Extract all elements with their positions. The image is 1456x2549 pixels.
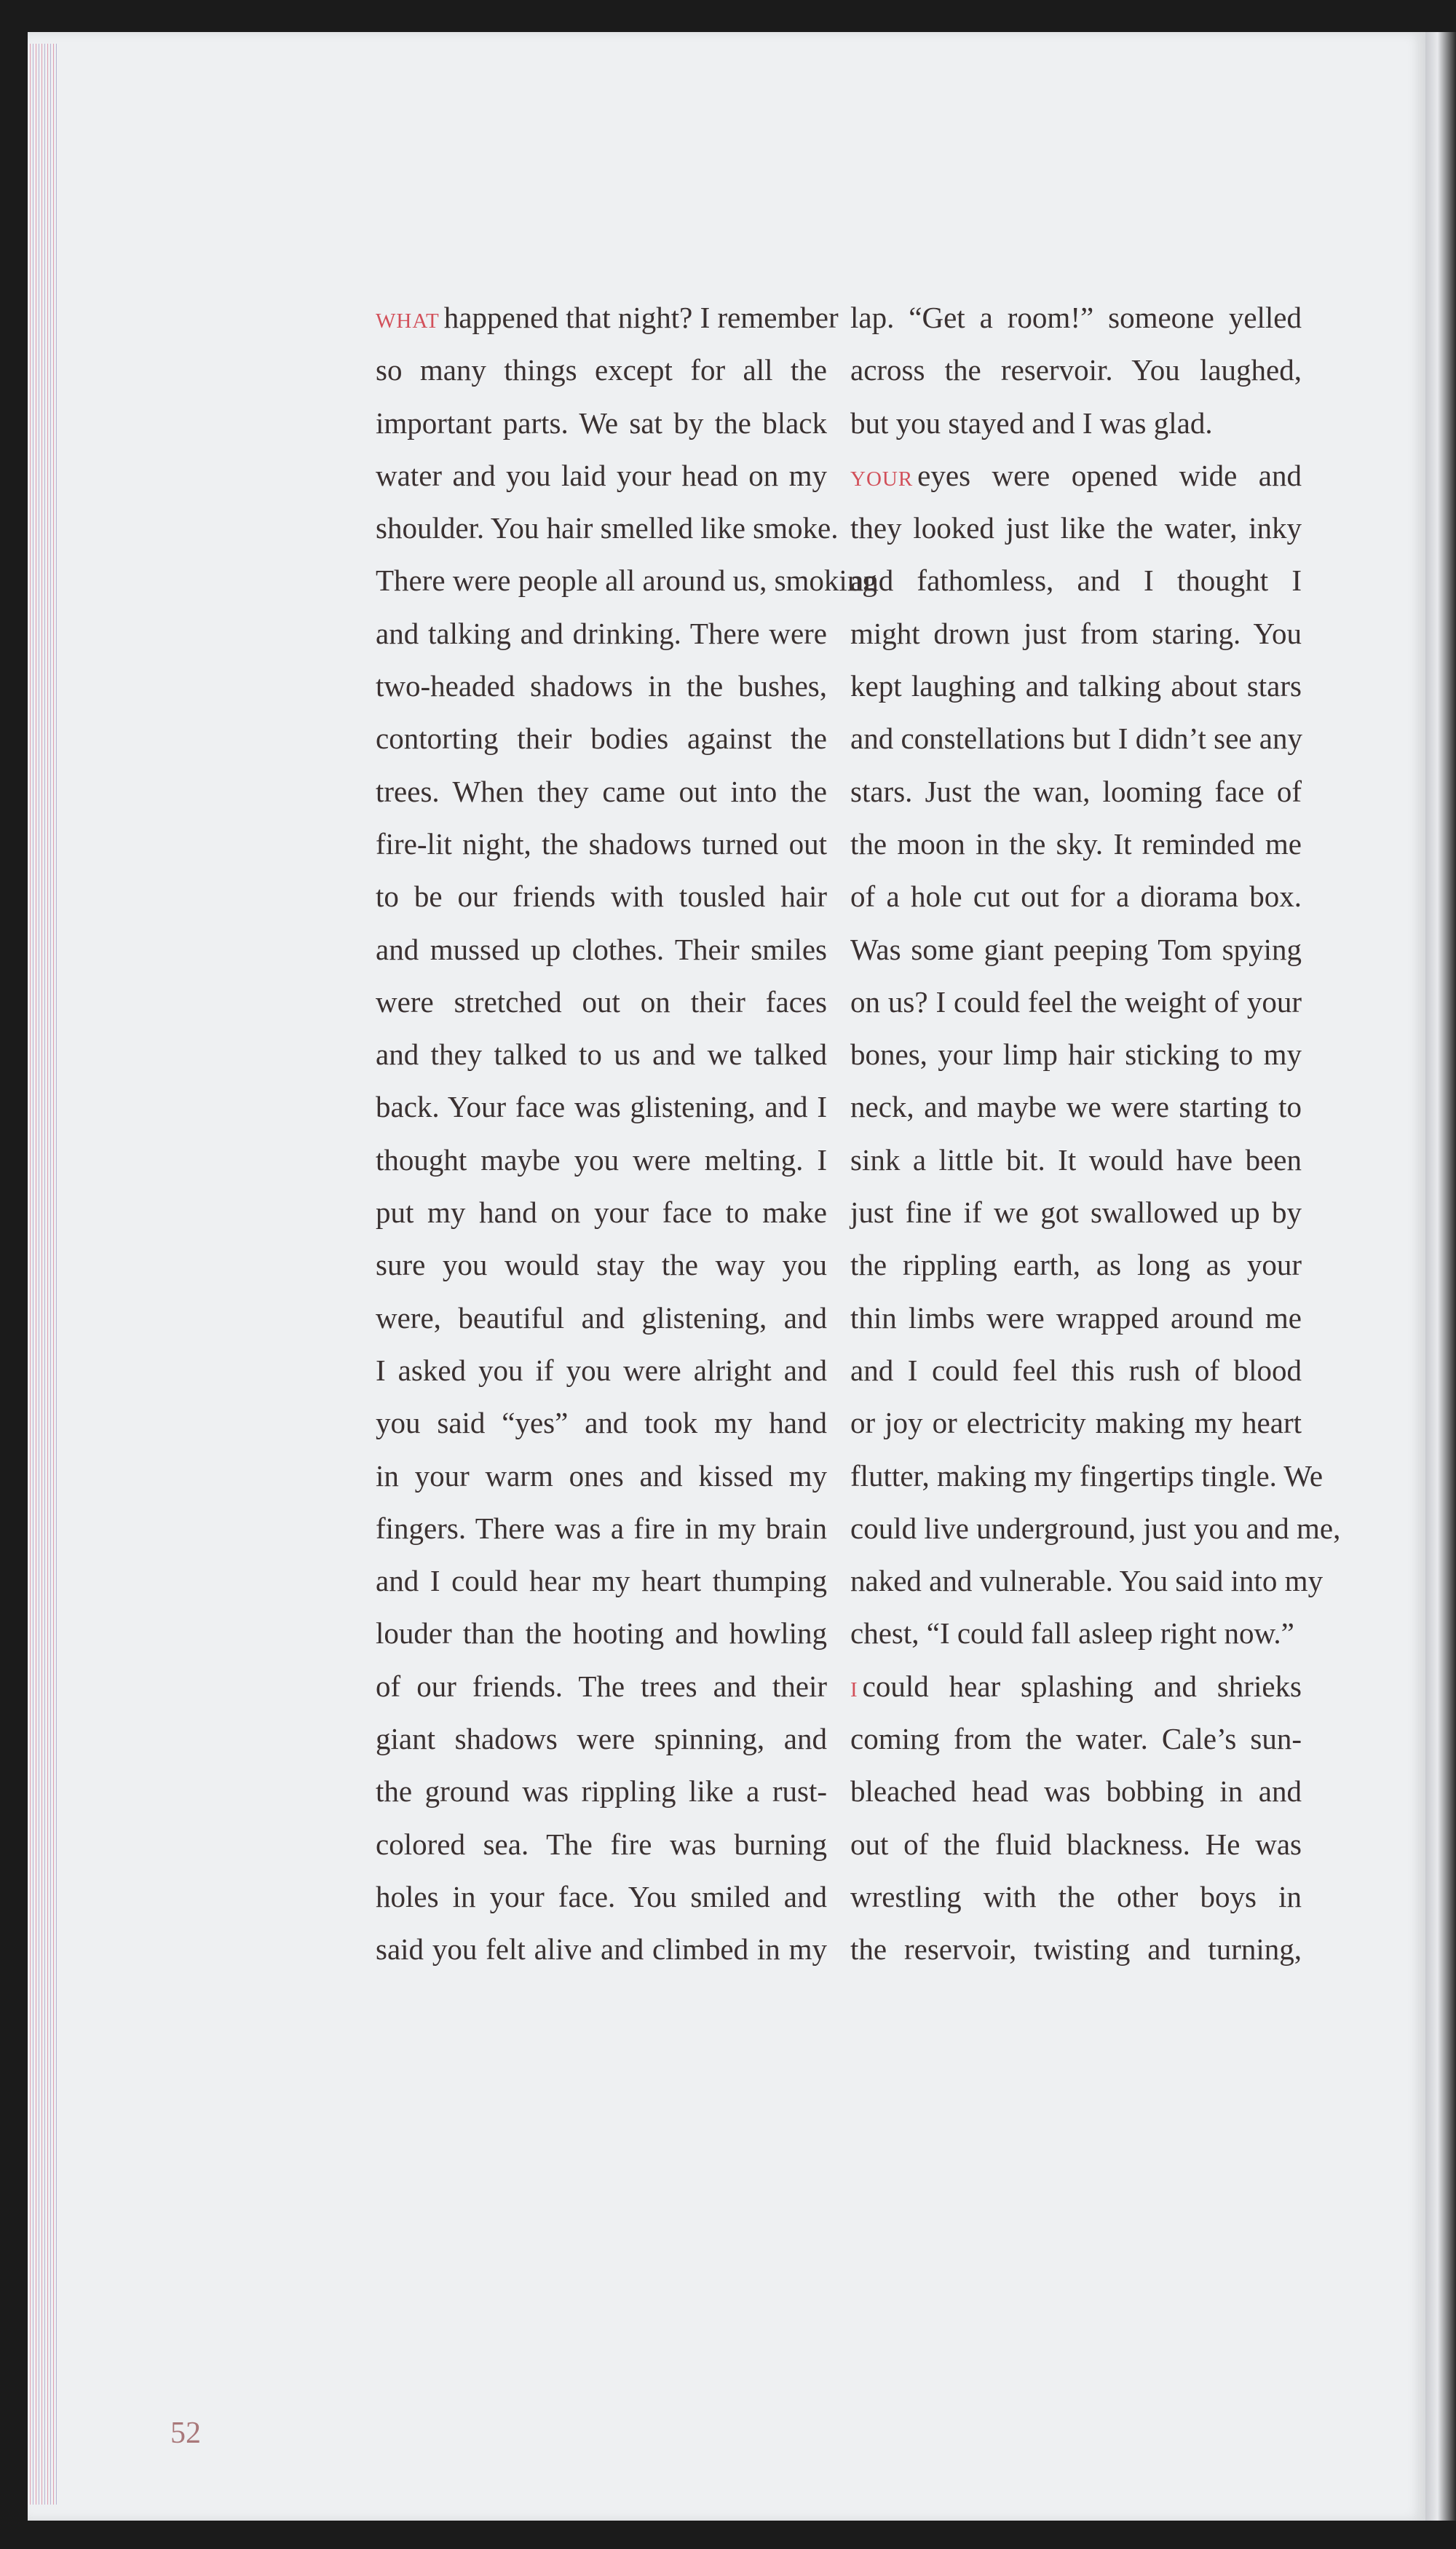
- text-line: important parts. We sat by the black: [376, 406, 827, 440]
- text-line: There were people all around us, smoking: [376, 564, 877, 598]
- text-line: were stretched out on their faces: [376, 984, 827, 1019]
- book-spine-shadow: [1425, 32, 1456, 2521]
- text-line: or joy or electricity making my heart: [850, 1406, 1302, 1440]
- text-line: they looked just like the water, inky: [850, 511, 1302, 545]
- right-text-column: [850, 291, 1341, 1976]
- text-line: sink a little bit. It would have been: [850, 1142, 1302, 1177]
- text-line: the moon in the sky. It reminded me: [850, 826, 1302, 861]
- text-line: the reservoir, twisting and turning,: [850, 1932, 1302, 1967]
- text-line: out of the fluid blackness. He was: [850, 1827, 1302, 1861]
- lead-word-your: your: [850, 458, 914, 492]
- text-line: and talking and drinking. There were: [376, 616, 827, 650]
- text-line: were, beautiful and glistening, and: [376, 1300, 827, 1335]
- text-line: bones, your limp hair sticking to my: [850, 1038, 1302, 1072]
- text-line: and mussed up clothes. Their smiles: [376, 932, 827, 966]
- text-line: i could hear splashing and shrieks: [850, 1669, 1302, 1703]
- text-line: but you stayed and I was glad.: [850, 406, 1213, 440]
- text-line: your eyes were opened wide and: [850, 458, 1302, 492]
- lead-word-what: what: [376, 301, 440, 334]
- text-line: water and you laid your head on my: [376, 458, 827, 492]
- text-line: and fathomless, and I thought I: [850, 564, 1302, 598]
- text-line: contorting their bodies against the: [376, 722, 827, 756]
- page-number: 52: [170, 2416, 201, 2450]
- text-line: said you felt alive and climbed in my: [376, 1932, 827, 1967]
- text-line: what happened that night? I remember: [376, 301, 839, 334]
- text-line: fingers. There was a fire in my brain: [376, 1511, 827, 1545]
- text-line: thought maybe you were melting. I: [376, 1142, 827, 1177]
- text-line: of a hole cut out for a diorama box.: [850, 880, 1302, 914]
- page-edge-stack: [28, 44, 58, 2505]
- text-line: of our friends. The trees and their: [376, 1669, 827, 1703]
- text-line: Was some giant peeping Tom spying: [850, 932, 1302, 966]
- text-line: could live underground, just you and me,: [850, 1511, 1341, 1545]
- text-line: to be our friends with tousled hair: [376, 880, 827, 914]
- text-line: back. Your face was glistening, and I: [376, 1090, 827, 1124]
- text-line: put my hand on your face to make: [376, 1196, 827, 1230]
- text-line: giant shadows were spinning, and: [376, 1722, 827, 1756]
- text-line: louder than the hooting and howling: [376, 1616, 827, 1651]
- text-line: chest, “I could fall asleep right now.”: [850, 1616, 1294, 1651]
- text-line: on us? I could feel the weight of your: [850, 984, 1302, 1019]
- text-line: shoulder. You hair smelled like smoke.: [376, 511, 839, 545]
- text-line: the ground was rippling like a rust-: [376, 1774, 827, 1809]
- text-line: and constellations but I didn’t see any: [850, 722, 1302, 756]
- text-line: trees. When they came out into the: [376, 774, 827, 808]
- text-line: colored sea. The fire was burning: [376, 1827, 827, 1861]
- text-line: coming from the water. Cale’s sun-: [850, 1722, 1302, 1756]
- text-line: sure you would stay the way you: [376, 1248, 827, 1282]
- lead-word-i: i: [850, 1669, 858, 1703]
- text-line: I asked you if you were alright and: [376, 1353, 827, 1387]
- text-line: might drown just from staring. You: [850, 616, 1302, 650]
- text-line: stars. Just the wan, looming face of: [850, 774, 1302, 808]
- text-line: just fine if we got swallowed up by: [850, 1196, 1302, 1230]
- text-line: and I could feel this rush of blood: [850, 1353, 1302, 1387]
- text-line: and I could hear my heart thumping: [376, 1564, 827, 1598]
- text-line: thin limbs were wrapped around me: [850, 1300, 1302, 1335]
- left-text-column: [376, 291, 877, 1976]
- text-line: wrestling with the other boys in: [850, 1879, 1302, 1913]
- text-line: across the reservoir. You laughed,: [850, 353, 1302, 387]
- text-line: the rippling earth, as long as your: [850, 1248, 1302, 1282]
- text-line: holes in your face. You smiled and: [376, 1879, 827, 1913]
- text-line: in your warm ones and kissed my: [376, 1458, 827, 1493]
- text-line: bleached head was bobbing in and: [850, 1774, 1302, 1809]
- text-line: and they talked to us and we talked: [376, 1038, 827, 1072]
- text-line: two-headed shadows in the bushes,: [376, 669, 827, 703]
- text-line: neck, and maybe we were starting to: [850, 1090, 1302, 1124]
- text-line: flutter, making my fingertips tingle. We: [850, 1458, 1324, 1493]
- text-line: fire-lit night, the shadows turned out: [376, 826, 827, 861]
- text-line: kept laughing and talking about stars: [850, 669, 1302, 703]
- text-line: you said “yes” and took my hand: [376, 1406, 827, 1440]
- text-line: naked and vulnerable. You said into my: [850, 1564, 1324, 1598]
- text-line: lap. “Get a room!” someone yelled: [850, 301, 1302, 334]
- text-line: so many things except for all the: [376, 353, 827, 387]
